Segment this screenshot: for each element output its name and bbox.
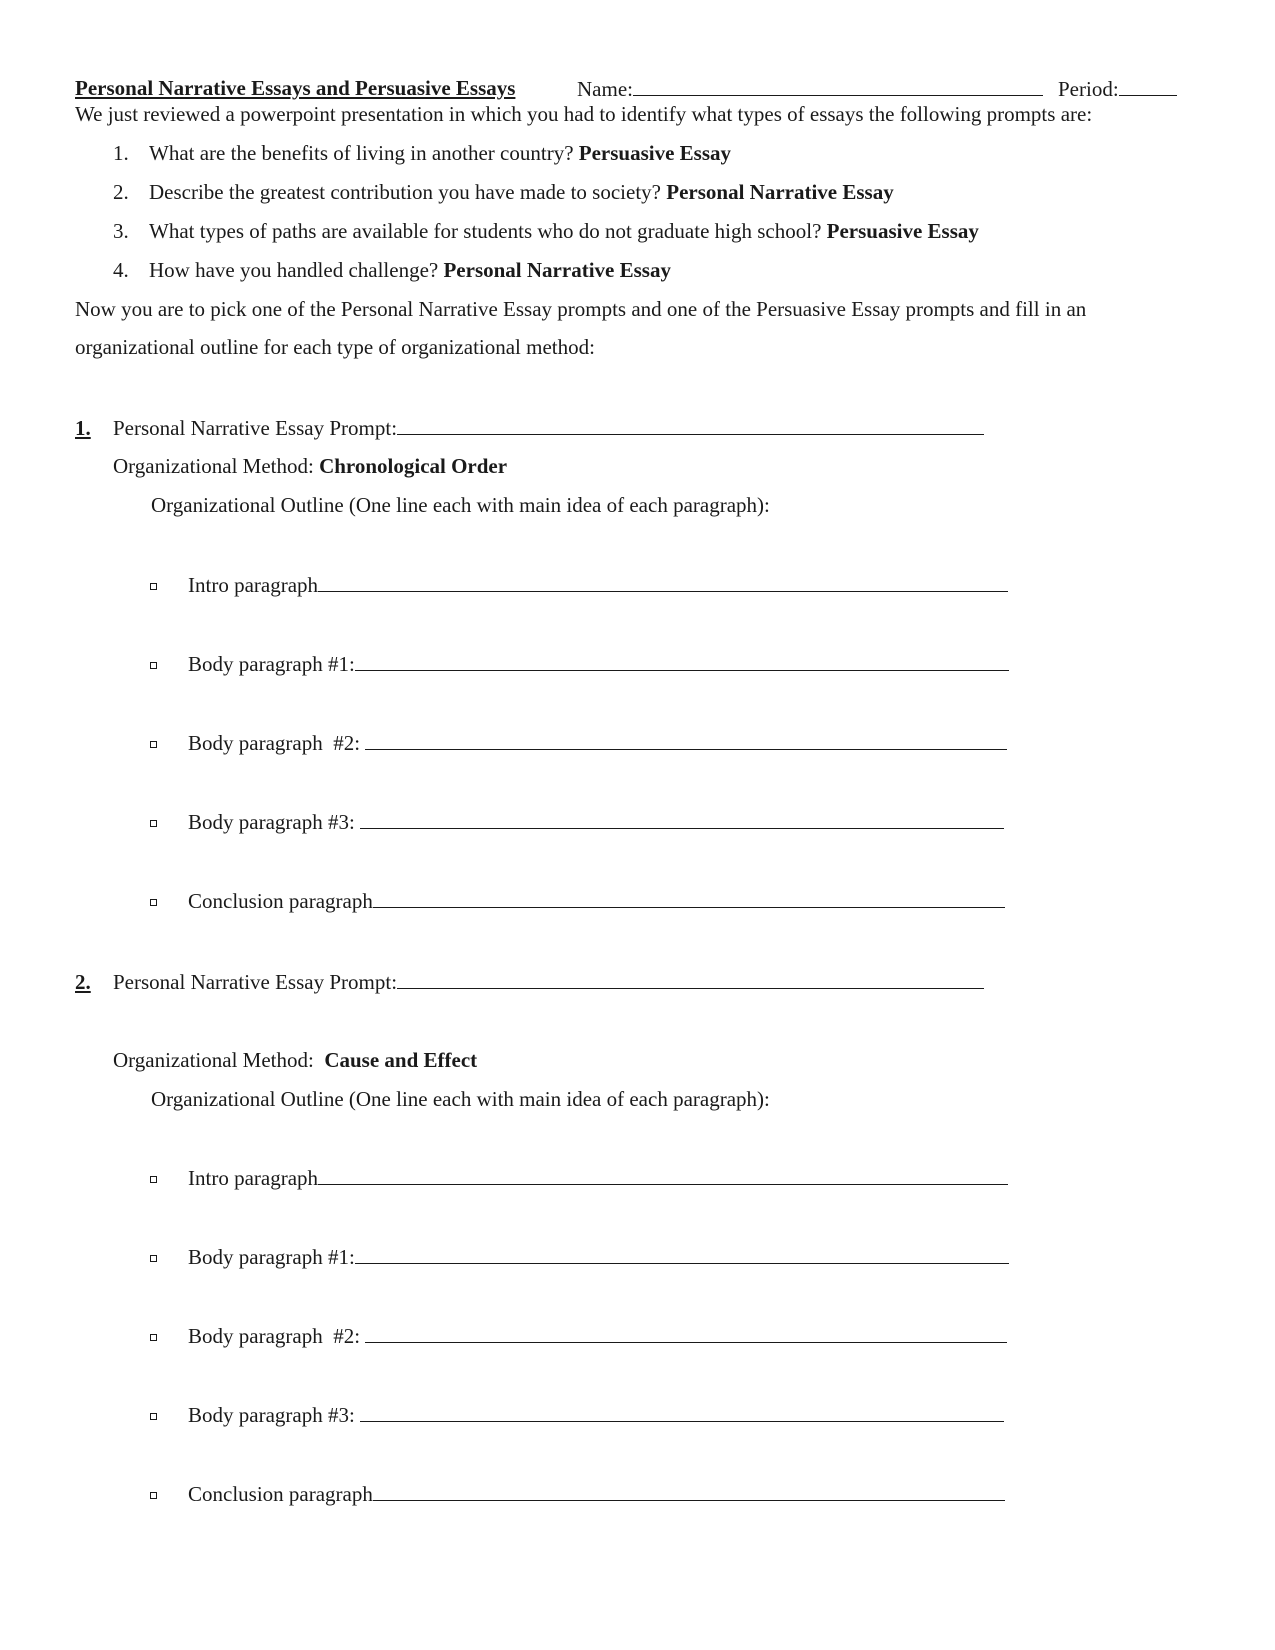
outline-item bbox=[188, 1404, 1004, 1426]
square-bullet-icon bbox=[150, 741, 157, 748]
square-bullet-icon bbox=[150, 1255, 157, 1262]
square-bullet-icon bbox=[150, 1176, 157, 1183]
prompt-item bbox=[113, 260, 671, 281]
prompt-number: 1. bbox=[113, 141, 129, 165]
section-1-method-row bbox=[113, 456, 507, 477]
outline-item-label: Body paragraph #3: bbox=[188, 810, 355, 834]
outline-input-line[interactable] bbox=[360, 1404, 1004, 1422]
name-input-line[interactable] bbox=[633, 78, 1043, 96]
outline-item bbox=[188, 811, 1004, 833]
outline-item-label: Conclusion paragraph bbox=[188, 1482, 373, 1506]
section-2-prompt-row bbox=[75, 971, 984, 993]
square-bullet-icon bbox=[150, 1334, 157, 1341]
outline-item bbox=[188, 653, 1009, 675]
prompt-label: Personal Narrative Essay Prompt: bbox=[113, 970, 398, 994]
prompt-input-line[interactable] bbox=[397, 417, 984, 435]
outline-input-line[interactable] bbox=[318, 574, 1008, 592]
header-row bbox=[75, 78, 515, 99]
section-2-outline-label: Organizational Outline (One line each with main idea of each paragraph): bbox=[151, 1087, 770, 1111]
outline-item-label: Intro paragraph bbox=[188, 573, 319, 597]
outline-item-label: Body paragraph #2: bbox=[188, 1324, 361, 1348]
square-bullet-icon bbox=[150, 1492, 157, 1499]
prompt-input-line[interactable] bbox=[397, 971, 984, 989]
prompt-text: What are the benefits of living in another country? bbox=[149, 141, 574, 165]
section-1-prompt-row bbox=[75, 417, 984, 439]
outline-input-line[interactable] bbox=[355, 653, 1009, 671]
square-bullet-icon bbox=[150, 899, 157, 906]
section-2-method-row bbox=[113, 1050, 477, 1071]
square-bullet-icon bbox=[150, 583, 157, 590]
square-bullet-icon bbox=[150, 1413, 157, 1420]
prompt-label: Personal Narrative Essay Prompt: bbox=[113, 416, 398, 440]
outline-item bbox=[188, 574, 1008, 596]
section-1-outline-label: Organizational Outline (One line each with main idea of each paragraph): bbox=[151, 493, 770, 517]
prompt-number: 4. bbox=[113, 258, 129, 282]
prompt-text: How have you handled challenge? bbox=[149, 258, 439, 282]
instructions-line-1: Now you are to pick one of the Personal Narrative Essay prompts and one of the Persuasive Essay prompts and fill in an bbox=[75, 297, 1087, 321]
name-label: Name: bbox=[577, 77, 633, 101]
outline-item-label: Body paragraph #2: bbox=[188, 731, 361, 755]
period-input-line[interactable] bbox=[1119, 78, 1177, 96]
section-number: 1. bbox=[75, 416, 91, 440]
prompt-text: What types of paths are available for students who do not graduate high school? bbox=[149, 219, 822, 243]
prompt-item bbox=[113, 221, 979, 242]
square-bullet-icon bbox=[150, 820, 157, 827]
period-field-row bbox=[1058, 78, 1177, 100]
square-bullet-icon bbox=[150, 662, 157, 669]
outline-item-label: Intro paragraph bbox=[188, 1166, 319, 1190]
instructions-line-2: organizational outline for each type of organizational method: bbox=[75, 335, 595, 359]
outline-item bbox=[188, 732, 1007, 754]
document-title: Personal Narrative Essays and Persuasive Essays bbox=[75, 76, 516, 100]
method-label: Organizational Method: bbox=[113, 454, 314, 478]
outline-input-line[interactable] bbox=[360, 811, 1004, 829]
prompt-number: 3. bbox=[113, 219, 129, 243]
outline-item-label: Conclusion paragraph bbox=[188, 889, 373, 913]
section-number: 2. bbox=[75, 970, 91, 994]
period-label: Period: bbox=[1058, 77, 1119, 101]
outline-input-line[interactable] bbox=[365, 1325, 1007, 1343]
outline-input-line[interactable] bbox=[365, 732, 1007, 750]
outline-input-line[interactable] bbox=[373, 890, 1005, 908]
outline-item bbox=[188, 890, 1005, 912]
prompt-item bbox=[113, 182, 894, 203]
outline-item-label: Body paragraph #1: bbox=[188, 1245, 355, 1269]
prompt-text: Describe the greatest contribution you have made to society? bbox=[149, 180, 661, 204]
prompt-type: Personal Narrative Essay bbox=[666, 180, 894, 204]
outline-input-line[interactable] bbox=[355, 1246, 1009, 1264]
prompt-type: Personal Narrative Essay bbox=[443, 258, 671, 282]
prompt-number: 2. bbox=[113, 180, 129, 204]
outline-item bbox=[188, 1483, 1005, 1505]
outline-item bbox=[188, 1246, 1009, 1268]
name-field-row bbox=[577, 78, 1043, 100]
outline-item-label: Body paragraph #3: bbox=[188, 1403, 355, 1427]
outline-input-line[interactable] bbox=[318, 1167, 1008, 1185]
outline-item bbox=[188, 1167, 1008, 1189]
prompt-type: Persuasive Essay bbox=[578, 141, 732, 165]
method-value: Cause and Effect bbox=[324, 1048, 478, 1072]
outline-input-line[interactable] bbox=[373, 1483, 1005, 1501]
outline-item bbox=[188, 1325, 1007, 1347]
method-value: Chronological Order bbox=[319, 454, 508, 478]
outline-item-label: Body paragraph #1: bbox=[188, 652, 355, 676]
prompt-type: Persuasive Essay bbox=[826, 219, 979, 243]
method-label: Organizational Method: bbox=[113, 1048, 314, 1072]
prompt-item bbox=[113, 143, 731, 164]
intro-text: We just reviewed a powerpoint presentation in which you had to identify what types of essays the following prompts are: bbox=[75, 102, 1093, 126]
